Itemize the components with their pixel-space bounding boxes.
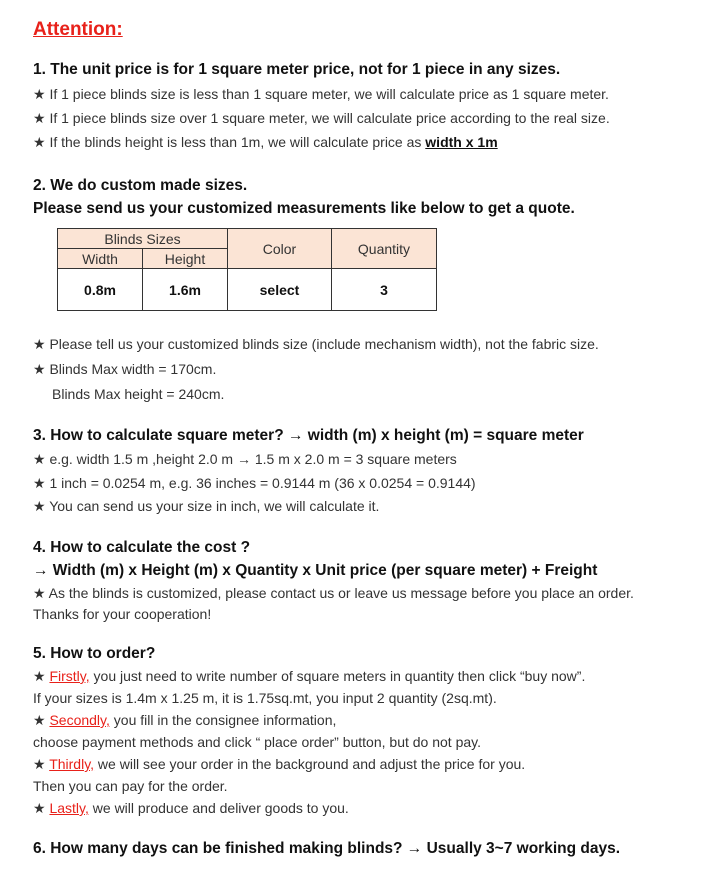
section-3-line-2: ★ 1 inch = 0.0254 m, e.g. 36 inches = 0.9144 m (36 x 0.0254 = 0.9144) bbox=[33, 475, 476, 491]
measurement-table bbox=[57, 228, 437, 311]
step-firstly bbox=[33, 668, 585, 685]
star-icon: ★ bbox=[33, 712, 50, 728]
height-header: Height bbox=[143, 249, 228, 269]
secondly-label: Secondly, bbox=[49, 712, 110, 728]
section-2-line-1: ★ Please tell us your customized blinds size (include mechanism width), not the fabric size. bbox=[33, 336, 599, 352]
secondly-text: you fill in the consignee information, bbox=[109, 712, 337, 728]
width-header: Width bbox=[58, 249, 143, 269]
blinds-sizes-header: Blinds Sizes bbox=[58, 229, 228, 249]
lastly-label: Lastly, bbox=[49, 800, 89, 816]
width-value: 0.8m bbox=[58, 269, 143, 311]
star-icon: ★ bbox=[33, 800, 50, 816]
step-lastly bbox=[33, 800, 349, 817]
lastly-text: we will produce and deliver goods to you. bbox=[88, 800, 349, 816]
page-title: Attention: bbox=[33, 19, 123, 40]
section-1-heading: 1. The unit price is for 1 square meter price, not for 1 piece in any sizes. bbox=[33, 61, 561, 78]
firstly-label: Firstly, bbox=[49, 668, 90, 684]
section-2-heading: 2. We do custom made sizes. bbox=[33, 177, 248, 194]
section-1-line-1: ★ If 1 piece blinds size is less than 1 square meter, we will calculate price as 1 square meter. bbox=[33, 86, 609, 102]
height-value: 1.6m bbox=[143, 269, 228, 311]
section-3-line-3: ★ You can send us your size in inch, we will calculate it. bbox=[33, 498, 380, 514]
cost-formula: → Width (m) x Height (m) x Quantity x Unit price (per square meter) + Freight bbox=[33, 562, 598, 579]
star-icon: ★ bbox=[33, 668, 50, 684]
star-icon: ★ bbox=[33, 756, 50, 772]
section-3-line-1: ★ e.g. width 1.5 m ,height 2.0 m → 1.5 m x 2.0 m = 3 square meters bbox=[33, 451, 457, 467]
section-3-heading: 3. How to calculate square meter? → width (m) x height (m) = square meter bbox=[33, 427, 584, 444]
section-1-line-3 bbox=[33, 134, 498, 151]
section-5-line-6: Then you can pay for the order. bbox=[33, 778, 228, 794]
quantity-value: 3 bbox=[332, 269, 437, 311]
step-secondly bbox=[33, 712, 336, 729]
thirdly-text: we will see your order in the background and adjust the price for you. bbox=[94, 756, 526, 772]
section-4-line-1: ★ As the blinds is customized, please contact us or leave us message before you place an order. bbox=[33, 585, 634, 601]
section-2-line-2: ★ Blinds Max width = 170cm. bbox=[33, 361, 217, 377]
step-thirdly bbox=[33, 756, 525, 773]
section-4-line-2: Thanks for your cooperation! bbox=[33, 606, 212, 622]
color-header: Color bbox=[228, 229, 332, 269]
firstly-text: you just need to write number of square meters in quantity then click “buy now”. bbox=[89, 668, 586, 684]
section-1-line-2: ★ If 1 piece blinds size over 1 square meter, we will calculate price according to the real size. bbox=[33, 110, 610, 126]
section-1-line-3-text: ★ If the blinds height is less than 1m, we will calculate price as bbox=[33, 134, 426, 150]
thirdly-label: Thirdly, bbox=[49, 756, 95, 772]
section-4-heading: 4. How to calculate the cost ? bbox=[33, 539, 251, 556]
section-6-heading: 6. How many days can be finished making blinds? → Usually 3~7 working days. bbox=[33, 840, 621, 857]
section-5-line-4: choose payment methods and click “ place order” button, but do not pay. bbox=[33, 734, 481, 750]
quantity-header: Quantity bbox=[332, 229, 437, 269]
section-2-line-3: Blinds Max height = 240cm. bbox=[52, 386, 225, 402]
section-5-example: If your sizes is 1.4m x 1.25 m, it is 1.75sq.mt, you input 2 quantity (2sq.mt). bbox=[33, 690, 497, 706]
section-5-heading: 5. How to order? bbox=[33, 645, 156, 662]
section-2-subheading: Please send us your customized measurements like below to get a quote. bbox=[33, 200, 575, 217]
color-value: select bbox=[228, 269, 332, 311]
width-x-1m-emphasis: width x 1m bbox=[425, 134, 498, 150]
